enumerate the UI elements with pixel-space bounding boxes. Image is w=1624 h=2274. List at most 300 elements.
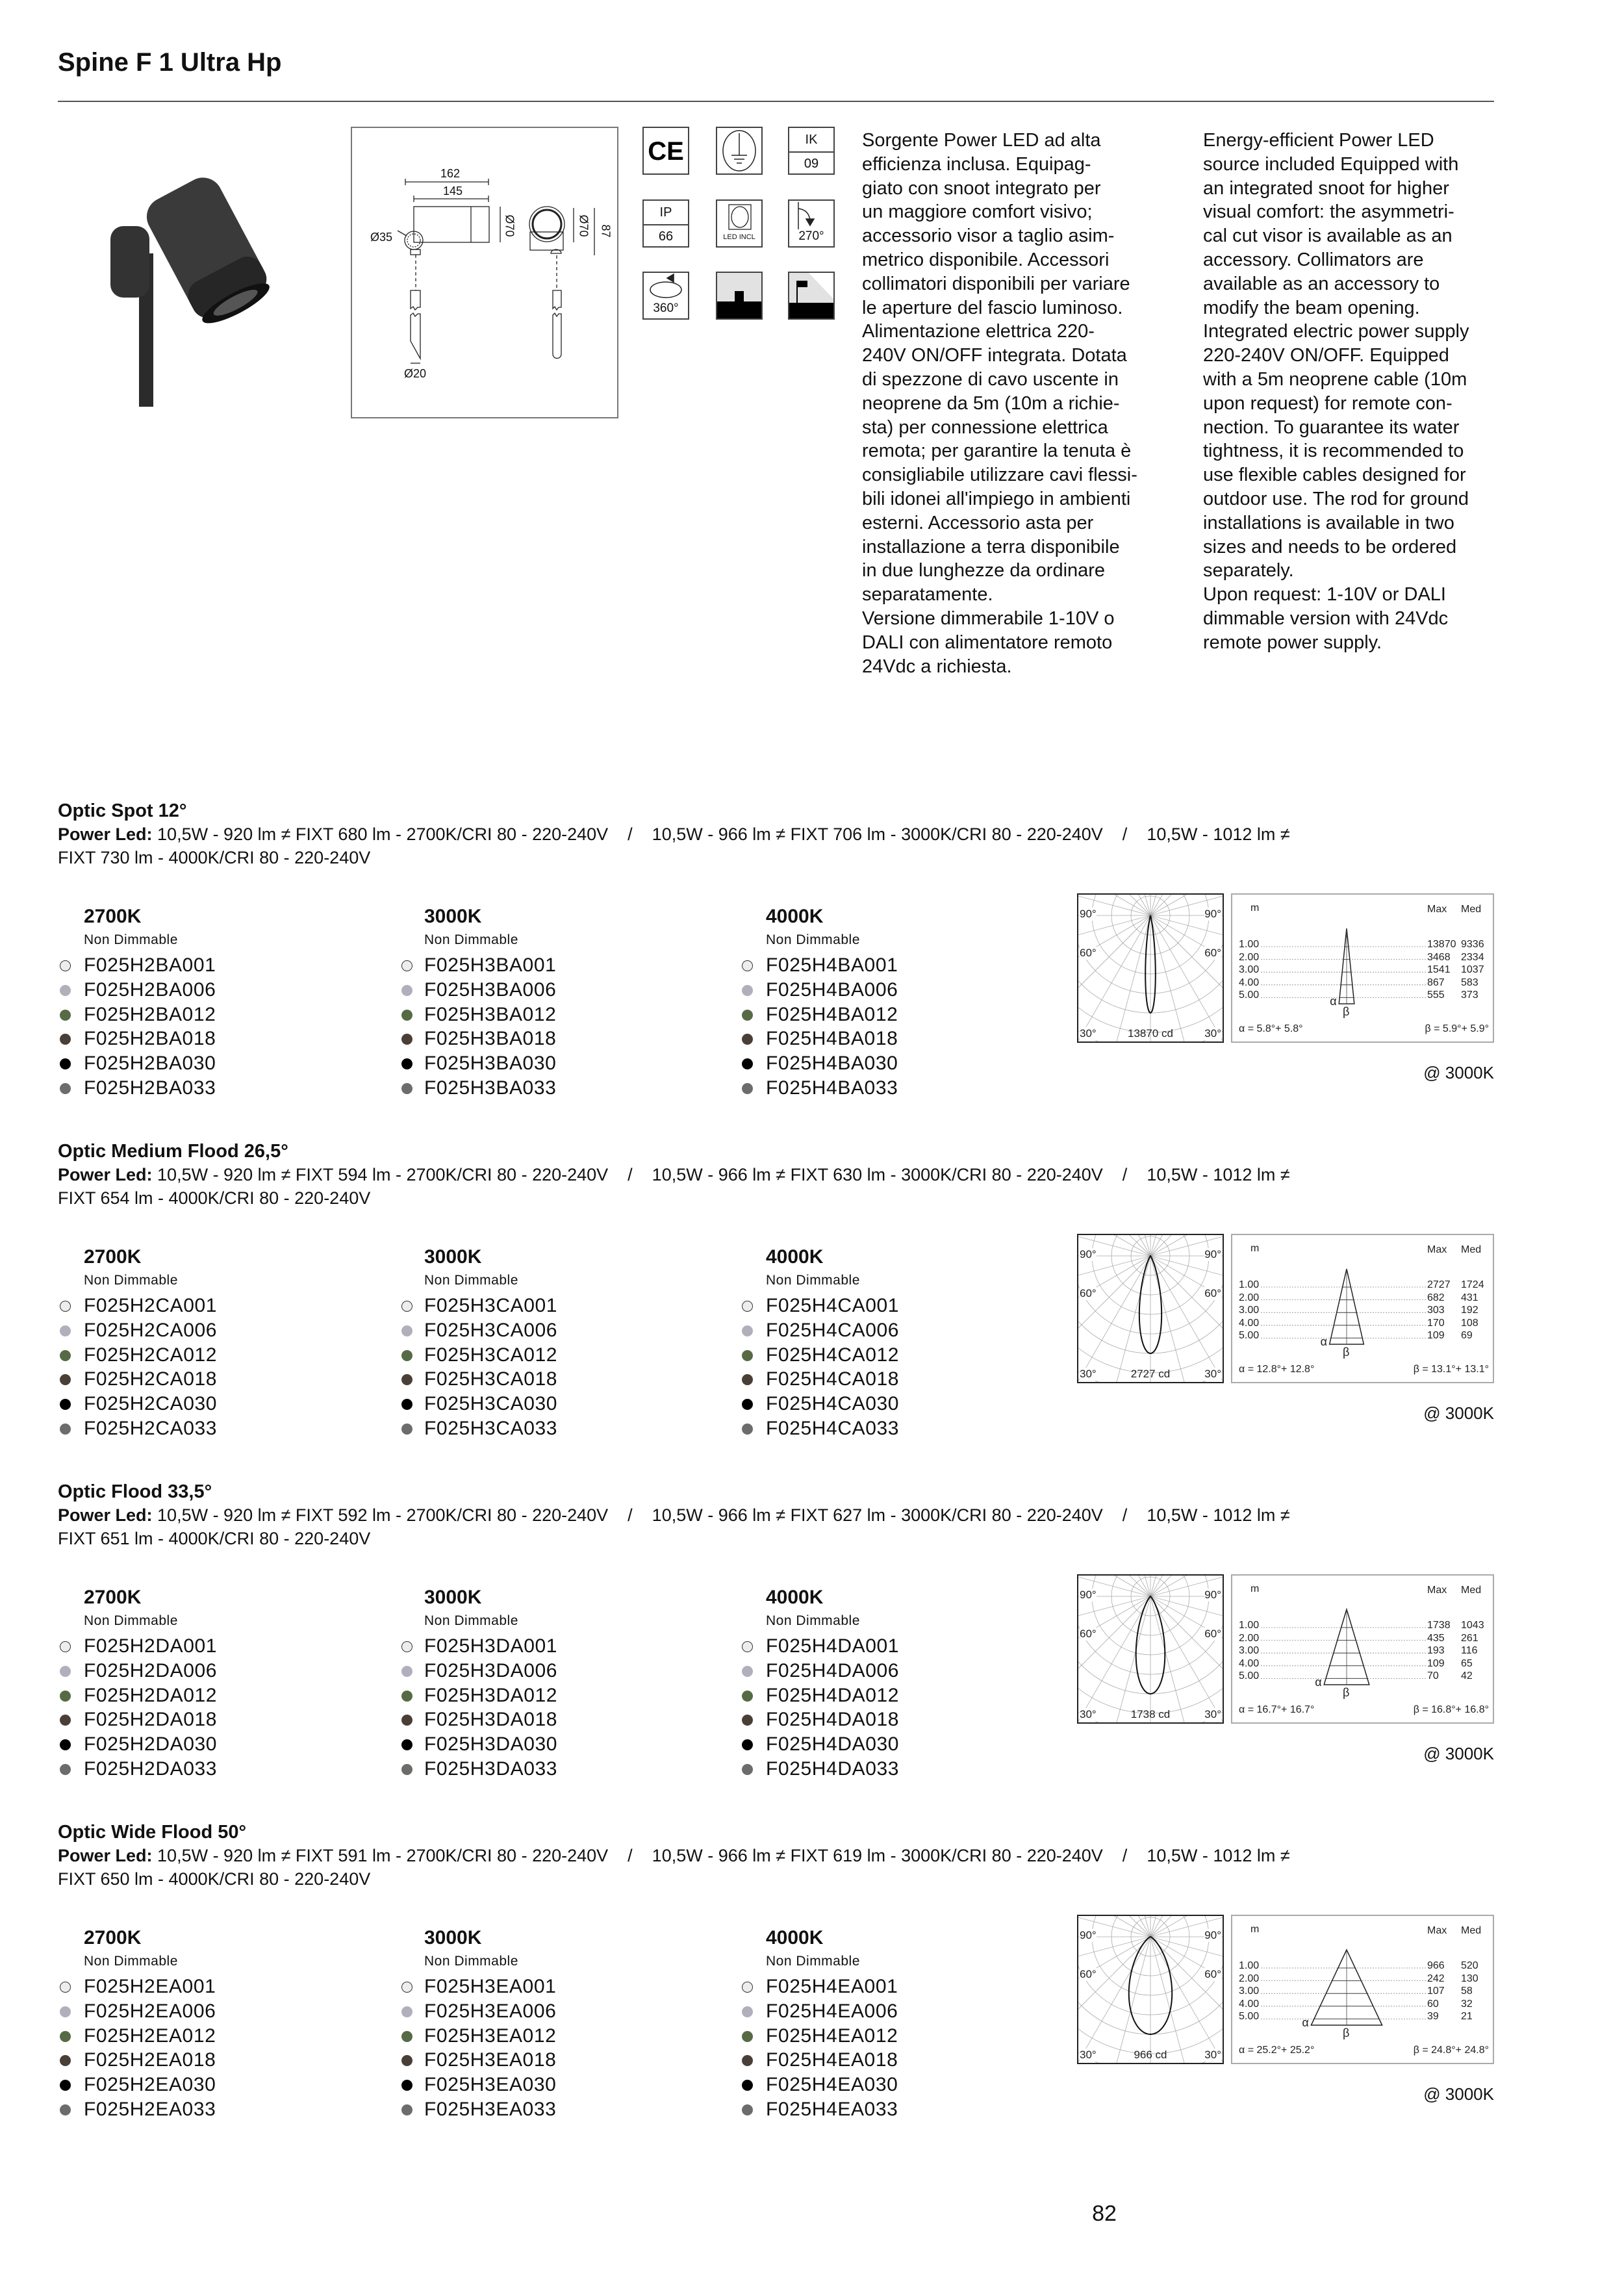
- angle-label-30-right: 30°: [1204, 1708, 1221, 1720]
- description-line: outdoor use. The rod for ground: [1203, 488, 1469, 509]
- product-code[interactable]: F025H4CA006: [766, 1319, 900, 1341]
- power-led-label: Power Led:: [58, 1505, 153, 1525]
- med-header: Med: [1461, 1244, 1482, 1255]
- page-number: 82: [1092, 2201, 1117, 2226]
- description-english: [1203, 129, 1469, 655]
- cct-heading: 2700K: [84, 1246, 142, 1268]
- max-header: Max: [1427, 1244, 1447, 1255]
- max-header: Max: [1427, 1585, 1447, 1596]
- distance-value: 5.00: [1239, 2011, 1260, 2023]
- peak-intensity: 1738 cd: [1130, 1708, 1171, 1720]
- med-lux-value: 108: [1461, 1317, 1478, 1329]
- description-line: neoprene da 5m (10m a richie-: [862, 392, 1120, 414]
- product-code[interactable]: F025H4DA001: [766, 1635, 900, 1657]
- product-code[interactable]: F025H3BA012: [424, 1003, 557, 1025]
- description-line: sta) per connessione elettrica: [862, 416, 1108, 438]
- dimming-type: Non Dimmable: [766, 932, 860, 947]
- finish-color-swatch: [60, 2080, 71, 2091]
- ground-class-i-icon: [716, 127, 763, 175]
- product-code[interactable]: F025H4EA033: [766, 2099, 898, 2120]
- power-led-spec: [58, 824, 1290, 845]
- polar-diagram: [1077, 1915, 1224, 2064]
- description-line: tightness, it is recommended to: [1203, 441, 1464, 462]
- angle-label-90-right: 90°: [1204, 1248, 1221, 1260]
- product-code[interactable]: F025H2EA006: [84, 2000, 216, 2022]
- product-code[interactable]: F025H2EA012: [84, 2025, 216, 2047]
- finish-color-swatch: [401, 1641, 412, 1652]
- finish-color-swatch: [742, 2104, 753, 2115]
- max-lux-value: 13870: [1427, 939, 1456, 950]
- product-code[interactable]: F025H4EA001: [766, 1976, 898, 1997]
- ip-value: 66: [658, 229, 674, 244]
- product-code[interactable]: F025H3DA033: [424, 1758, 558, 1780]
- tilt-label: 270°: [798, 229, 824, 243]
- product-code[interactable]: F025H3EA012: [424, 2025, 557, 2047]
- product-code[interactable]: F025H3EA030: [424, 2074, 557, 2096]
- max-lux-value: 170: [1427, 1317, 1445, 1329]
- finish-color-swatch: [742, 1764, 753, 1775]
- product-code[interactable]: F025H4DA012: [766, 1684, 900, 1706]
- ik-rating-icon: [788, 127, 835, 175]
- max-lux-value: 682: [1427, 1292, 1445, 1303]
- finish-color-swatch: [60, 1424, 71, 1435]
- distance-value: 1.00: [1239, 1960, 1260, 1971]
- product-code[interactable]: F025H4EA030: [766, 2074, 898, 2096]
- max-lux-value: 867: [1427, 977, 1445, 988]
- description-line: separatamente.: [862, 584, 993, 606]
- med-lux-value: 42: [1461, 1670, 1473, 1682]
- med-lux-value: 130: [1461, 1973, 1478, 1984]
- description-line: le aperture del fascio luminoso.: [862, 297, 1123, 318]
- product-code[interactable]: F025H3BA018: [424, 1028, 557, 1050]
- product-code[interactable]: F025H2EA018: [84, 2049, 216, 2071]
- description-line: cal cut visor is available as an: [1203, 225, 1453, 247]
- finish-color-swatch: [60, 1399, 71, 1410]
- description-line: Energy-efficient Power LED: [1203, 130, 1434, 151]
- distance-unit: m: [1250, 902, 1260, 913]
- product-code[interactable]: F025H3DA006: [424, 1659, 558, 1681]
- product-code[interactable]: F025H2BA001: [84, 954, 216, 976]
- product-code[interactable]: F025H2DA012: [84, 1684, 218, 1706]
- description-line: Sorgente Power LED ad alta: [862, 130, 1101, 151]
- med-lux-value: 116: [1461, 1645, 1478, 1657]
- angle-label-60-left: 60°: [1080, 1287, 1097, 1299]
- finish-color-swatch: [742, 1301, 753, 1312]
- max-lux-value: 107: [1427, 1986, 1445, 1997]
- med-lux-value: 32: [1461, 1998, 1473, 2010]
- polar-grid: [1078, 1916, 1223, 2063]
- med-lux-value: 1043: [1461, 1620, 1484, 1631]
- product-code[interactable]: F025H4BA018: [766, 1028, 898, 1050]
- cct-heading: 2700K: [84, 906, 142, 927]
- measurement-condition: @ 3000K: [1423, 1403, 1494, 1423]
- product-code[interactable]: F025H3DA030: [424, 1733, 558, 1756]
- rotation-360-icon: [642, 272, 689, 320]
- distance-value: 5.00: [1239, 1670, 1260, 1682]
- max-lux-value: 1541: [1427, 964, 1451, 976]
- product-code[interactable]: F025H3BA030: [424, 1053, 557, 1075]
- beta-symbol: β: [1343, 1005, 1350, 1018]
- dimming-type: Non Dimmable: [424, 1273, 518, 1288]
- description-line: available as an accessory to: [1203, 273, 1440, 294]
- product-code[interactable]: F025H3EA018: [424, 2049, 557, 2071]
- alpha-symbol: α: [1330, 995, 1337, 1008]
- finish-color-swatch: [401, 1083, 412, 1094]
- max-lux-value: 193: [1427, 1645, 1445, 1657]
- product-code[interactable]: F025H4DA033: [766, 1758, 900, 1780]
- polar-grid: [1078, 1576, 1223, 1722]
- description-line: accessory. Collimators are: [1203, 249, 1424, 270]
- finish-color-swatch: [742, 1424, 753, 1435]
- finish-color-swatch: [401, 1034, 412, 1045]
- finish-color-swatch: [401, 1399, 412, 1410]
- product-code[interactable]: F025H4BA030: [766, 1053, 898, 1075]
- finish-color-swatch: [401, 1715, 412, 1726]
- dim-d70-front: Ø70: [577, 214, 590, 237]
- description-line: nection. To guarantee its water: [1203, 416, 1460, 438]
- description-line: remota; per garantire la tenuta è: [862, 441, 1132, 462]
- distance-value: 1.00: [1239, 1279, 1260, 1290]
- finish-color-swatch: [742, 2055, 753, 2066]
- angle-label-60-left: 60°: [1080, 1968, 1097, 1980]
- max-lux-value: 3468: [1427, 951, 1451, 963]
- med-lux-value: 373: [1461, 990, 1478, 1001]
- cct-heading: 4000K: [766, 1587, 824, 1608]
- distance-value: 2.00: [1239, 1632, 1260, 1644]
- finish-color-swatch: [742, 1399, 753, 1410]
- dim-145: 145: [443, 185, 463, 198]
- power-led-line-1: 10,5W - 920 lm ≠ FIXT 594 lm - 2700K/CRI 80 - 220-240V / 10,5W - 966 lm ≠ FIXT 630 lm - 3000K/CRI 80 - 220-240V / 10,5W - 1012 lm ≠: [152, 1165, 1290, 1184]
- finish-color-swatch: [60, 1374, 71, 1385]
- technical-drawing: [351, 127, 618, 418]
- med-lux-value: 2334: [1461, 951, 1484, 963]
- finish-color-swatch: [742, 1010, 753, 1021]
- power-led-line-1: 10,5W - 920 lm ≠ FIXT 592 lm - 2700K/CRI 80 - 220-240V / 10,5W - 966 lm ≠ FIXT 627 lm - 3000K/CRI 80 - 220-240V / 10,5W - 1012 lm ≠: [152, 1505, 1290, 1525]
- dim-d20: Ø20: [404, 367, 427, 380]
- description-line: 24Vdc a richiesta.: [862, 656, 1012, 677]
- ik-value: 09: [804, 157, 819, 171]
- dimming-type: Non Dimmable: [766, 1273, 860, 1288]
- illuminance-table: [1231, 1574, 1494, 1724]
- product-code[interactable]: F025H2BA012: [84, 1003, 216, 1025]
- product-code[interactable]: F025H4EA018: [766, 2049, 898, 2071]
- distance-unit: m: [1250, 1243, 1260, 1254]
- product-code[interactable]: F025H4BA006: [766, 978, 898, 1001]
- peak-intensity: 966 cd: [1134, 2049, 1167, 2061]
- finish-color-swatch: [401, 1325, 412, 1336]
- product-code[interactable]: F025H3DA012: [424, 1684, 558, 1706]
- finish-color-swatch: [60, 1715, 71, 1726]
- description-line: Integrated electric power supply: [1203, 321, 1469, 342]
- product-code[interactable]: F025H2EA030: [84, 2074, 216, 2096]
- product-code[interactable]: F025H3CA018: [424, 1368, 558, 1390]
- illuminance-table: [1231, 1234, 1494, 1383]
- product-code[interactable]: F025H2BA033: [84, 1077, 216, 1099]
- alpha-symbol: α: [1315, 1676, 1322, 1689]
- dimming-type: Non Dimmable: [84, 1273, 178, 1288]
- angle-label-90-left: 90°: [1080, 908, 1097, 920]
- angle-label-90-right: 90°: [1204, 908, 1221, 920]
- finish-color-swatch: [401, 2080, 412, 2091]
- finish-color-swatch: [60, 2104, 71, 2115]
- product-code[interactable]: F025H3EA033: [424, 2099, 557, 2120]
- finish-color-swatch: [60, 1764, 71, 1775]
- rotation-label: 360°: [653, 301, 679, 315]
- angle-label-60-right: 60°: [1204, 1628, 1221, 1640]
- product-code[interactable]: F025H4CA033: [766, 1418, 900, 1439]
- dim-162: 162: [440, 167, 461, 180]
- distance-value: 4.00: [1239, 1998, 1260, 2010]
- product-code[interactable]: F025H3CA012: [424, 1344, 558, 1366]
- finish-color-swatch: [401, 1350, 412, 1361]
- product-code[interactable]: F025H3BA033: [424, 1077, 557, 1099]
- finish-color-swatch: [60, 1301, 71, 1312]
- beta-angle: β = 5.9°+ 5.9°: [1425, 1023, 1489, 1034]
- product-code[interactable]: F025H4CA018: [766, 1368, 900, 1390]
- distance-value: 3.00: [1239, 1986, 1260, 1997]
- angle-label-60-right: 60°: [1204, 1968, 1221, 1980]
- description-line: installazione a terra disponibile: [862, 536, 1120, 557]
- product-code[interactable]: F025H2CA006: [84, 1319, 218, 1341]
- med-lux-value: 520: [1461, 1960, 1478, 1971]
- product-code[interactable]: F025H3CA001: [424, 1295, 558, 1316]
- description-line: accessorio visor a taglio asim-: [862, 225, 1115, 247]
- dim-87: 87: [599, 224, 613, 238]
- beam-cone: [1232, 1235, 1493, 1382]
- product-code[interactable]: F025H2CA030: [84, 1393, 218, 1415]
- finish-color-swatch: [401, 1010, 412, 1021]
- product-code[interactable]: F025H2EA033: [84, 2099, 216, 2120]
- product-code[interactable]: F025H4DA018: [766, 1709, 900, 1731]
- finish-color-swatch: [60, 1083, 71, 1094]
- product-code[interactable]: F025H4EA012: [766, 2025, 898, 2047]
- beta-symbol: β: [1343, 1686, 1350, 1699]
- description-line: dimmable version with 24Vdc: [1203, 607, 1449, 629]
- description-line: use flexible cables designed for: [1203, 465, 1466, 486]
- product-code[interactable]: F025H3BA001: [424, 954, 557, 976]
- polar-diagram: [1077, 893, 1224, 1043]
- max-lux-value: 60: [1427, 1998, 1439, 2010]
- description-line: in due lunghezze da ordinare: [862, 560, 1106, 581]
- power-led-line-1: 10,5W - 920 lm ≠ FIXT 591 lm - 2700K/CRI 80 - 220-240V / 10,5W - 966 lm ≠ FIXT 619 lm - 3000K/CRI 80 - 220-240V / 10,5W - 1012 lm ≠: [152, 1846, 1290, 1865]
- angle-label-30-right: 30°: [1204, 1368, 1221, 1380]
- product-code[interactable]: F025H4CA030: [766, 1393, 900, 1415]
- product-code[interactable]: F025H3DA018: [424, 1709, 558, 1731]
- max-lux-value: 555: [1427, 990, 1445, 1001]
- finish-color-swatch: [60, 1641, 71, 1652]
- cct-heading: 3000K: [424, 1246, 482, 1268]
- distance-value: 3.00: [1239, 1305, 1260, 1316]
- product-code[interactable]: F025H4CA001: [766, 1295, 900, 1316]
- distance-value: 5.00: [1239, 1330, 1260, 1342]
- product-code[interactable]: F025H4BA033: [766, 1077, 898, 1099]
- power-led-line-2: FIXT 730 lm - 4000K/CRI 80 - 220-240V: [58, 848, 371, 867]
- product-code[interactable]: F025H4BA001: [766, 954, 898, 976]
- max-header: Max: [1427, 1925, 1447, 1936]
- power-led-line-2: FIXT 654 lm - 4000K/CRI 80 - 220-240V: [58, 1188, 371, 1208]
- polar-diagram: [1077, 1234, 1224, 1383]
- max-lux-value: 70: [1427, 1670, 1439, 1682]
- product-code[interactable]: F025H4DA030: [766, 1733, 900, 1756]
- description-line: bili idonei all'impiego in ambienti: [862, 488, 1131, 509]
- finish-color-swatch: [401, 985, 412, 996]
- distance-value: 3.00: [1239, 964, 1260, 976]
- distance-value: 3.00: [1239, 1645, 1260, 1657]
- med-lux-value: 431: [1461, 1292, 1478, 1303]
- finish-color-swatch: [60, 1010, 71, 1021]
- product-code[interactable]: F025H2CA018: [84, 1368, 218, 1390]
- power-led-label: Power Led:: [58, 824, 153, 844]
- med-lux-value: 261: [1461, 1632, 1478, 1644]
- product-code[interactable]: F025H3EA001: [424, 1976, 557, 1997]
- description-line: visual comfort: the asymmetri-: [1203, 201, 1454, 223]
- section-title: Optic Flood 33,5°: [58, 1481, 212, 1502]
- angle-label-90-left: 90°: [1080, 1589, 1097, 1601]
- beta-angle: β = 24.8°+ 24.8°: [1413, 2045, 1489, 2056]
- med-lux-value: 9336: [1461, 939, 1484, 950]
- med-header: Med: [1461, 1925, 1482, 1936]
- ce-mark-icon: [642, 127, 689, 175]
- peak-intensity: 2727 cd: [1130, 1368, 1171, 1380]
- angle-label-90-right: 90°: [1204, 1589, 1221, 1601]
- product-code[interactable]: F025H3DA001: [424, 1635, 558, 1657]
- finish-color-swatch: [60, 2055, 71, 2066]
- distance-value: 4.00: [1239, 1317, 1260, 1329]
- dimming-type: Non Dimmable: [766, 1954, 860, 1969]
- power-led-spec: [58, 1505, 1290, 1526]
- measurement-condition: @ 3000K: [1423, 1744, 1494, 1763]
- angle-label-30-left: 30°: [1080, 1708, 1097, 1720]
- cct-heading: 4000K: [766, 1246, 824, 1268]
- description-line: Alimentazione elettrica 220-: [862, 321, 1095, 342]
- distance-value: 2.00: [1239, 951, 1260, 963]
- led-included-icon: [716, 199, 763, 248]
- alpha-angle: α = 16.7°+ 16.7°: [1239, 1704, 1315, 1715]
- power-led-label: Power Led:: [58, 1165, 153, 1184]
- illuminance-table: [1231, 1915, 1494, 2064]
- description-line: Upon request: 1-10V or DALI: [1203, 584, 1446, 606]
- cct-heading: 2700K: [84, 1927, 142, 1948]
- product-code[interactable]: F025H2DA030: [84, 1733, 218, 1756]
- angle-label-30-right: 30°: [1204, 2049, 1221, 2061]
- finish-color-swatch: [60, 1691, 71, 1702]
- product-code[interactable]: F025H4CA012: [766, 1344, 900, 1366]
- distance-unit: m: [1250, 1924, 1260, 1935]
- product-code[interactable]: F025H2DA018: [84, 1709, 218, 1731]
- finish-color-swatch: [60, 1058, 71, 1069]
- product-code[interactable]: F025H2CA012: [84, 1344, 218, 1366]
- finish-color-swatch: [60, 960, 71, 971]
- power-led-label: Power Led:: [58, 1846, 153, 1865]
- cct-heading: 3000K: [424, 906, 482, 927]
- finish-color-swatch: [401, 1691, 412, 1702]
- product-code[interactable]: F025H2DA006: [84, 1659, 218, 1681]
- spotlight-beam-icon: [788, 272, 835, 320]
- dimming-type: Non Dimmable: [424, 1613, 518, 1628]
- description-line: separately.: [1203, 560, 1294, 581]
- product-code[interactable]: F025H4EA006: [766, 2000, 898, 2022]
- description-line: with a 5m neoprene cable (10m: [1203, 368, 1467, 390]
- finish-color-swatch: [742, 1083, 753, 1094]
- product-code[interactable]: F025H3CA006: [424, 1319, 558, 1341]
- finish-color-swatch: [60, 1666, 71, 1677]
- product-code[interactable]: F025H4BA012: [766, 1003, 898, 1025]
- description-line: installations is available in two: [1203, 512, 1454, 533]
- product-code[interactable]: F025H2DA001: [84, 1635, 218, 1657]
- description-line: sizes and needs to be ordered: [1203, 536, 1457, 557]
- beam-cone: [1232, 1916, 1493, 2063]
- finish-color-swatch: [401, 1058, 412, 1069]
- product-code[interactable]: F025H2BA018: [84, 1028, 216, 1050]
- power-led-line-2: FIXT 650 lm - 4000K/CRI 80 - 220-240V: [58, 1869, 371, 1889]
- measurement-condition: @ 3000K: [1423, 1063, 1494, 1082]
- product-code[interactable]: F025H2CA033: [84, 1418, 218, 1439]
- med-lux-value: 65: [1461, 1657, 1473, 1669]
- angle-label-60-left: 60°: [1080, 947, 1097, 959]
- finish-color-swatch: [742, 1374, 753, 1385]
- power-led-line-2: FIXT 651 lm - 4000K/CRI 80 - 220-240V: [58, 1529, 371, 1548]
- dim-d70-side: Ø70: [503, 214, 516, 237]
- product-code[interactable]: F025H3EA006: [424, 2000, 557, 2022]
- dimming-type: Non Dimmable: [84, 932, 178, 947]
- finish-color-swatch: [742, 1691, 753, 1702]
- description-line: source included Equipped with: [1203, 153, 1459, 175]
- distance-value: 5.00: [1239, 990, 1260, 1001]
- max-lux-value: 2727: [1427, 1279, 1451, 1290]
- description-italian: [862, 129, 1137, 678]
- angle-label-90-left: 90°: [1080, 1929, 1097, 1941]
- med-lux-value: 1037: [1461, 964, 1484, 976]
- cct-heading: 3000K: [424, 1927, 482, 1948]
- max-lux-value: 109: [1427, 1330, 1445, 1342]
- angle-label-60-right: 60°: [1204, 1287, 1221, 1299]
- product-code[interactable]: F025H3CA030: [424, 1393, 558, 1415]
- product-code[interactable]: F025H2EA001: [84, 1976, 216, 1997]
- finish-color-swatch: [742, 1350, 753, 1361]
- distance-value: 1.00: [1239, 1620, 1260, 1631]
- description-line: collimatori disponibili per variare: [862, 273, 1130, 294]
- cct-heading: 2700K: [84, 1587, 142, 1608]
- med-header: Med: [1461, 1585, 1482, 1596]
- product-code[interactable]: F025H3BA006: [424, 978, 557, 1001]
- finish-color-swatch: [401, 2031, 412, 2042]
- product-code[interactable]: F025H2BA006: [84, 978, 216, 1001]
- description-line: 220-240V ON/OFF. Equipped: [1203, 345, 1449, 366]
- alpha-angle: α = 25.2°+ 25.2°: [1239, 2045, 1315, 2056]
- svg-text:CE: CE: [648, 137, 684, 166]
- finish-color-swatch: [742, 1641, 753, 1652]
- finish-color-swatch: [60, 985, 71, 996]
- polar-diagram: [1077, 1574, 1224, 1724]
- description-line: remote power supply.: [1203, 632, 1382, 653]
- product-code[interactable]: F025H4DA006: [766, 1659, 900, 1681]
- description-line: Versione dimmerabile 1-10V o: [862, 607, 1115, 629]
- finish-color-swatch: [401, 1424, 412, 1435]
- cct-heading: 4000K: [766, 906, 824, 927]
- power-led-spec: [58, 1165, 1290, 1185]
- finish-color-swatch: [401, 960, 412, 971]
- polar-grid: [1078, 895, 1223, 1041]
- med-lux-value: 58: [1461, 1986, 1473, 1997]
- tilt-270-icon: [788, 199, 835, 248]
- product-code[interactable]: F025H2DA033: [84, 1758, 218, 1780]
- product-code[interactable]: F025H2CA001: [84, 1295, 218, 1316]
- finish-color-swatch: [60, 1325, 71, 1336]
- product-code[interactable]: F025H2BA030: [84, 1053, 216, 1075]
- finish-color-swatch: [742, 2031, 753, 2042]
- product-code[interactable]: F025H3CA033: [424, 1418, 558, 1439]
- finish-color-swatch: [742, 1666, 753, 1677]
